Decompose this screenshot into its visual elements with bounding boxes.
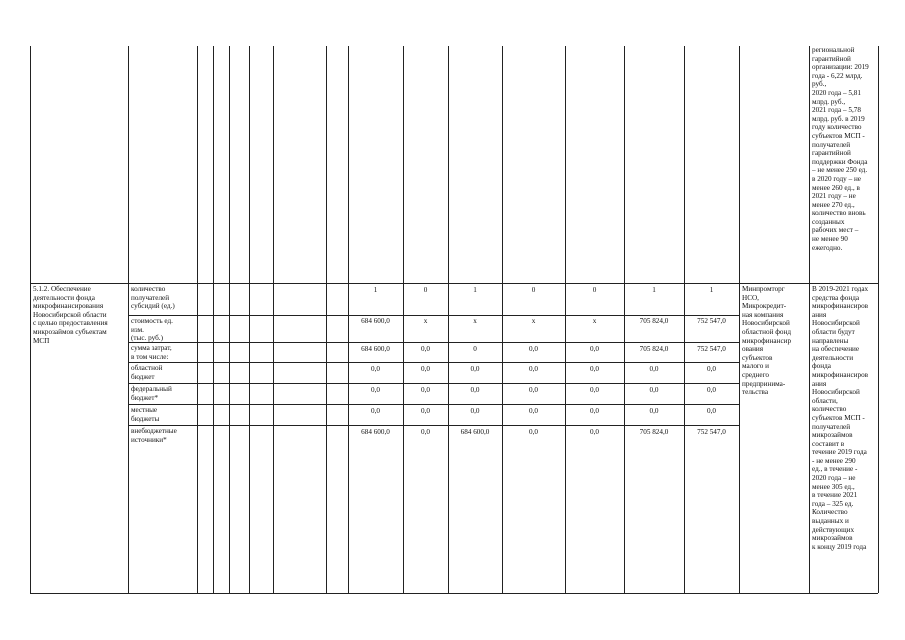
- table-cell: 684 600,0: [460, 428, 490, 436]
- table-cell: 0: [592, 286, 597, 294]
- grid-line: [128, 383, 739, 384]
- table-cell: 0,0: [707, 386, 716, 394]
- table-cell: 0,0: [529, 386, 538, 394]
- table-cell: 705 824,0: [639, 317, 669, 325]
- grid-line: [197, 46, 198, 593]
- table-cell: 752 547,0: [697, 345, 726, 353]
- grid-line: [249, 46, 250, 593]
- measure-name: 5.1.2. Обеспечение деятельности фонда микрофинансирования Новосибирской области с целью предоставления микрозаймов субъектам МСП: [33, 285, 108, 345]
- table-cell: 0,0: [371, 365, 380, 373]
- table-cell: 752 547,0: [697, 317, 726, 325]
- table-cell: х: [473, 317, 477, 325]
- table-cell: 0,0: [421, 407, 430, 415]
- grid-line: [878, 46, 879, 593]
- table-cell: 1: [473, 286, 477, 294]
- table-cell: 0,0: [590, 386, 599, 394]
- grid-line: [326, 46, 327, 593]
- table-cell: 0,0: [529, 345, 538, 353]
- executor-text: Минпромторг НСО, Микрокредит- ная компания Новосибирской областной фонд микрофинансир ования субъектов малого и среднего предпринима- тельства: [742, 285, 792, 397]
- table-cell: 0,0: [371, 386, 380, 394]
- table-cell: 0,0: [649, 407, 659, 415]
- grid-line: [809, 46, 810, 593]
- table-cell: 0,0: [421, 386, 430, 394]
- table-cell: 684 600,0: [361, 428, 390, 436]
- expected-result-text: В 2019-2021 годах средства фонда микрофинансиров ания Новосибирской области будут направлены на обеспечение деятельности фонда микрофинансиров ания Новосибирской области, количество субъектов МСП - получателей микрозаймов составит в течение 2019 года - не менее 290 ед., в течение - 2020 года – не менее 305 ед., в течение 2021 года – 325 ед. Количество выданных и действующих микрозаймов к концу 2019 года: [812, 285, 869, 551]
- table-cell: 0,0: [649, 365, 659, 373]
- grid-line: [30, 283, 878, 284]
- row-label: местные бюджеты: [131, 406, 160, 423]
- table-cell: 1: [652, 286, 656, 294]
- grid-line: [739, 46, 740, 593]
- table-cell: х: [592, 317, 597, 325]
- table-cell: 0,0: [529, 365, 538, 373]
- table-cell: 0,0: [649, 386, 659, 394]
- table-cell: 0,0: [707, 365, 716, 373]
- table-cell: 684 600,0: [361, 317, 390, 325]
- grid-line: [128, 404, 739, 405]
- row-label: областной бюджет: [131, 364, 163, 381]
- table-cell: 0,0: [707, 407, 716, 415]
- grid-line: [128, 342, 739, 343]
- table-cell: 0,0: [470, 365, 480, 373]
- table-cell: 0,0: [590, 345, 599, 353]
- result-text-continued: региональной гарантийной организации: 2019 года - 6,22 млрд. руб., 2020 года – 5,81 млрд. руб., 2021 года – 5,78 млрд. руб. в 2019 году количество субъектов МСП - получателей гарантийной поддержки Фонда – не менее 250 ед. в 2020 году – не менее 260 ед., в 2021 году – не менее 270 ед., количество вновь созданных рабочих мест – не менее 90 ежегодно.: [812, 46, 869, 252]
- grid-line: [30, 46, 31, 593]
- table-cell: 1: [709, 286, 714, 294]
- grid-line: [128, 315, 739, 316]
- grid-line: [213, 46, 214, 593]
- table-cell: 705 824,0: [639, 345, 669, 353]
- grid-line: [128, 362, 739, 363]
- table-cell: 752 547,0: [697, 428, 726, 436]
- table-cell: 0: [531, 286, 536, 294]
- row-label: федеральный бюджет*: [131, 385, 172, 402]
- table-cell: 0,0: [470, 407, 480, 415]
- table-cell: х: [531, 317, 536, 325]
- row-label: внебюджетные источники*: [131, 427, 177, 444]
- table-cell: 684 600,0: [361, 345, 390, 353]
- table-cell: 0,0: [529, 407, 538, 415]
- table-cell: 705 824,0: [639, 428, 669, 436]
- table-cell: 0,0: [590, 365, 599, 373]
- row-label: количество получателей субсидий (ед.): [131, 285, 175, 311]
- table-cell: 0,0: [590, 428, 599, 436]
- table-cell: 0,0: [590, 407, 599, 415]
- table-cell: 1: [373, 286, 378, 294]
- table-cell: 0,0: [421, 345, 430, 353]
- row-label: стоимость ед. изм. (тыс. руб.): [131, 317, 173, 343]
- grid-line: [273, 46, 274, 593]
- grid-line: [229, 46, 230, 593]
- table-cell: 0,0: [421, 365, 430, 373]
- grid-line: [128, 425, 739, 426]
- table-cell: х: [423, 317, 428, 325]
- table-cell: 0,0: [371, 407, 380, 415]
- table-cell: 0,0: [470, 386, 480, 394]
- row-label: сумма затрат, в том числе:: [131, 344, 172, 361]
- grid-line: [128, 46, 129, 593]
- table-cell: 0: [473, 345, 477, 353]
- table-cell: 0,0: [529, 428, 538, 436]
- grid-line: [30, 593, 878, 594]
- table-cell: 0,0: [421, 428, 430, 436]
- table-cell: 0: [423, 286, 428, 294]
